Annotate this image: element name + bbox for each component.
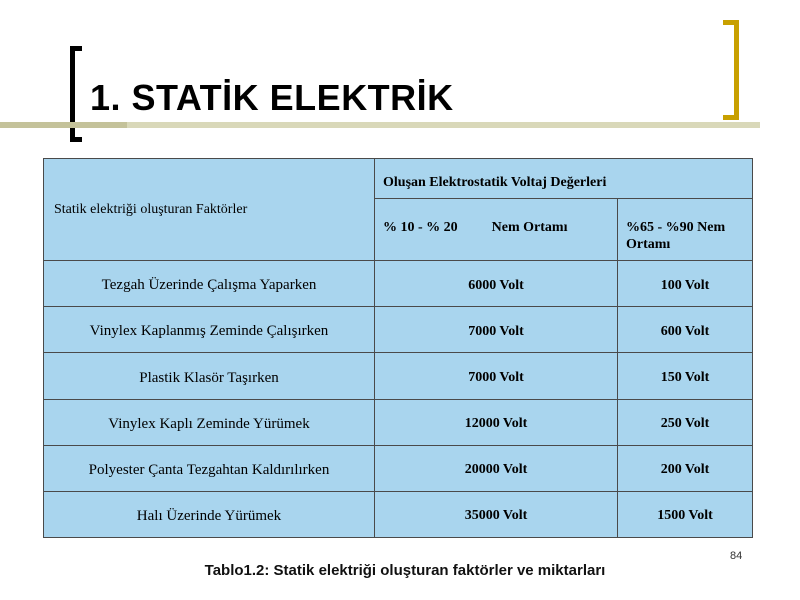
page-number: 84: [730, 550, 743, 562]
low-humidity-value: 7000 Volt: [375, 307, 618, 353]
low-humidity-value: 20000 Volt: [375, 445, 618, 491]
factor-cell: Vinylex Kaplanmış Zeminde Çalışırken: [44, 307, 375, 353]
high-humidity-header: %65 - %90 Nem Ortamı: [618, 199, 753, 261]
table-body: [44, 261, 753, 538]
table-row: [44, 261, 753, 307]
high-humidity-value: 150 Volt: [618, 353, 753, 399]
static-electricity-table: [43, 158, 753, 538]
low-humidity-value: 35000 Volt: [375, 491, 618, 537]
high-humidity-value: 600 Volt: [618, 307, 753, 353]
table-caption: Tablo1.2: Statik elektriği oluşturan faktörler ve miktarları: [204, 562, 606, 579]
table-row: [44, 491, 753, 537]
factor-cell: Vinylex Kaplı Zeminde Yürümek: [44, 399, 375, 445]
high-humidity-value: 250 Volt: [618, 399, 753, 445]
table-row: [44, 399, 753, 445]
high-humidity-value: 200 Volt: [618, 445, 753, 491]
table-row: [44, 307, 753, 353]
table-header-row: [44, 159, 753, 199]
table-row: [44, 445, 753, 491]
low-humidity-range: % 10 - % 20: [383, 220, 458, 236]
factor-cell: Polyester Çanta Tezgahtan Kaldırılırken: [44, 445, 375, 491]
low-humidity-header: [375, 199, 618, 261]
table-row: [44, 353, 753, 399]
high-humidity-value: 1500 Volt: [618, 491, 753, 537]
slide-title: 1. STATİK ELEKTRİK: [90, 77, 454, 118]
factor-cell: Halı Üzerinde Yürümek: [44, 491, 375, 537]
factor-column-header: Statik elektriği oluşturan Faktörler: [44, 159, 375, 261]
low-humidity-value: 6000 Volt: [375, 261, 618, 307]
high-humidity-value: 100 Volt: [618, 261, 753, 307]
low-humidity-value: 7000 Volt: [375, 353, 618, 399]
right-bracket-decoration: [723, 20, 739, 120]
voltage-group-header: Oluşan Elektrostatik Voltaj Değerleri: [375, 159, 753, 199]
factor-cell: Plastik Klasör Taşırken: [44, 353, 375, 399]
title-underline-accent: [0, 122, 127, 128]
low-humidity-label: Nem Ortamı: [491, 220, 568, 236]
factor-cell: Tezgah Üzerinde Çalışma Yaparken: [44, 261, 375, 307]
low-humidity-value: 12000 Volt: [375, 399, 618, 445]
